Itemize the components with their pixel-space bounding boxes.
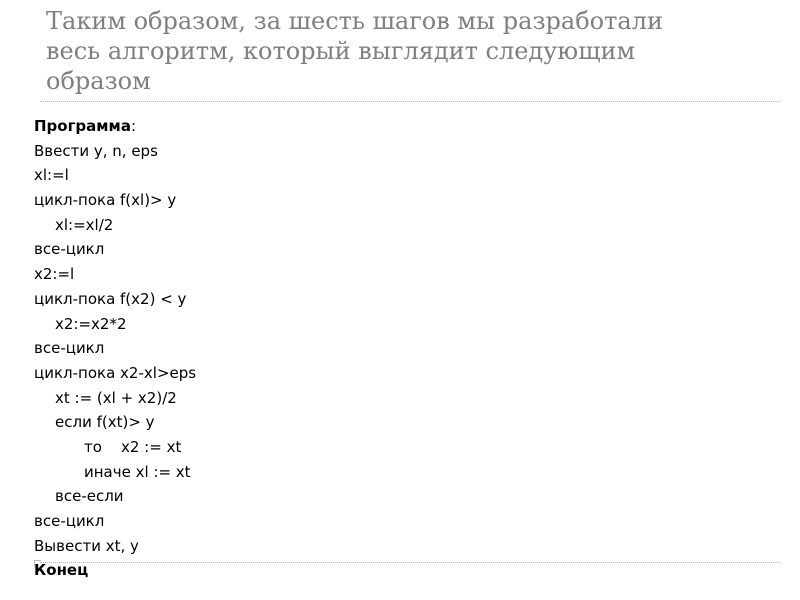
- code-line: то x2 := xt: [84, 437, 182, 456]
- program-header: [34, 114, 196, 139]
- code-line: все-если: [55, 487, 124, 506]
- algorithm-listing: [34, 114, 196, 583]
- code-line: x2:=l: [34, 265, 75, 284]
- title-line-3: образом: [46, 67, 151, 95]
- title-divider: [40, 101, 780, 102]
- code-line: все-цикл: [34, 240, 105, 259]
- corner-mark-icon: [34, 560, 41, 567]
- title-line-1: Таким образом, за шесть шагов мы разработали: [46, 7, 663, 35]
- program-header-colon: :: [130, 117, 136, 135]
- code-line: x2:=x2*2: [55, 314, 127, 333]
- code-line: цикл-пока f(xl)> y: [34, 191, 177, 210]
- program-footer: Конец: [34, 561, 89, 580]
- title-line-2: весь алгоритм, который выглядит следующим: [46, 37, 636, 65]
- program-keyword: Программа: [34, 117, 131, 135]
- code-line: если f(xt)> y: [55, 413, 155, 432]
- footer-divider: [40, 562, 780, 563]
- code-line: xl:=l: [34, 166, 69, 185]
- code-line: цикл-пока f(x2) < y: [34, 289, 187, 308]
- code-line: xt := (xl + x2)/2: [55, 388, 177, 407]
- code-line: все-цикл: [34, 512, 105, 530]
- code-line: Ввести y, n, eps: [34, 141, 158, 160]
- slide-title: [46, 6, 766, 96]
- code-line: все-цикл: [34, 339, 105, 358]
- code-line: Вывести xt, y: [34, 536, 139, 555]
- code-line: цикл-пока x2-xl>eps: [34, 363, 197, 382]
- code-line: xl:=xl/2: [55, 215, 114, 234]
- code-line: иначе xl := xt: [84, 462, 191, 481]
